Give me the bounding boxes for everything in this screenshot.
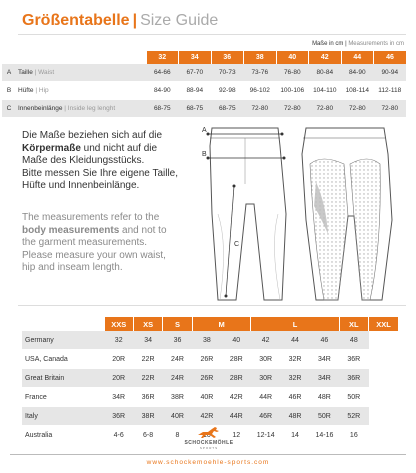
- side-leggings: [302, 128, 392, 300]
- size-cell: 20R: [104, 369, 133, 388]
- measurement-cell: 72-80: [309, 100, 342, 118]
- country-label: France: [22, 388, 104, 407]
- size-cell: 36R: [133, 388, 162, 407]
- measurement-cell: 68-75: [211, 100, 244, 118]
- instruction-line: The measurements refer to the: [22, 212, 160, 223]
- size-cell: 22R: [133, 369, 162, 388]
- size-cell: 40R: [192, 388, 221, 407]
- label-en: Waist: [38, 69, 55, 76]
- measurement-cell: 108-114: [341, 82, 374, 100]
- size-cell: 26R: [192, 350, 221, 369]
- country-label: Great Britain: [22, 369, 104, 388]
- size-cell: 32R: [280, 350, 309, 369]
- size-cell: 42: [251, 331, 280, 350]
- label-de: Taille: [18, 69, 33, 76]
- measurement-row-inside-leg: [2, 100, 406, 118]
- top-divider: [18, 34, 406, 35]
- title-de: Größentabelle: [22, 12, 130, 29]
- label-de: Innenbeinlänge: [18, 105, 63, 112]
- measurement-cell: 64-66: [146, 64, 179, 82]
- measurement-cell: 104-110: [309, 82, 342, 100]
- size-cell: 14-16: [310, 426, 339, 445]
- size-header: L: [251, 317, 339, 331]
- size-cell: 6-8: [133, 426, 162, 445]
- row-label: [16, 64, 146, 82]
- units-de: Maße in cm: [312, 41, 344, 47]
- instruction-text: and not to: [119, 224, 167, 236]
- size-cell: 48R: [280, 407, 309, 426]
- row-letter: A: [2, 64, 16, 82]
- instruction-line: hip and inseam length.: [22, 262, 123, 273]
- size-cell: 30R: [251, 350, 280, 369]
- size-cell: 12: [222, 426, 251, 445]
- measurement-cell: 73-76: [244, 64, 277, 82]
- size-cell: 46: [310, 331, 339, 350]
- conversion-row-great-britain: [22, 369, 398, 388]
- size-cell: 24R: [163, 369, 192, 388]
- label-separator: |: [35, 87, 38, 94]
- size-header: 42: [309, 51, 342, 64]
- measurement-row-hip: [2, 82, 406, 100]
- label-separator: |: [64, 105, 66, 112]
- size-cell: 36: [163, 331, 192, 350]
- header-spacer: [2, 51, 146, 64]
- measurement-cell: 76-80: [276, 64, 309, 82]
- instruction-line: the garment measurements.: [22, 237, 148, 248]
- front-leggings: [210, 128, 286, 300]
- size-cell: 14: [280, 426, 309, 445]
- brand-name: SCHOCKEMÖHLE: [184, 440, 234, 446]
- size-cell: 38R: [163, 388, 192, 407]
- size-cell: 36R: [104, 407, 133, 426]
- measurement-cell: 68-75: [146, 100, 179, 118]
- conversion-row-france: [22, 388, 398, 407]
- size-cell: 30R: [251, 369, 280, 388]
- conversion-row-italy: [22, 407, 398, 426]
- size-cell: 38: [192, 331, 221, 350]
- size-header: 36: [211, 51, 244, 64]
- size-cell: 48: [339, 331, 368, 350]
- size-cell: 48R: [310, 388, 339, 407]
- size-cell: 42R: [222, 388, 251, 407]
- measurement-cell: 72-80: [374, 100, 407, 118]
- row-letter: B: [2, 82, 16, 100]
- size-cell: 16: [339, 426, 368, 445]
- size-cell: 36R: [339, 369, 368, 388]
- units-separator: |: [345, 41, 347, 47]
- size-cell: 46R: [280, 388, 309, 407]
- units-en: Measurements in cm: [348, 41, 404, 47]
- size-header: XXL: [369, 317, 398, 331]
- size-cell: 22R: [133, 350, 162, 369]
- size-cell: 44R: [251, 388, 280, 407]
- row-label: [16, 82, 146, 100]
- brand-sub: SPORTS: [199, 446, 219, 450]
- marker-label-a: A: [202, 127, 207, 134]
- horse-icon: [196, 426, 222, 439]
- size-header: 46: [374, 51, 407, 64]
- leggings-drawing: [198, 124, 408, 304]
- label-en: Inside leg lenght: [67, 105, 116, 112]
- measurement-cell: 90-94: [374, 64, 407, 82]
- size-header: 40: [276, 51, 309, 64]
- instruction-line: Bitte messen Sie Ihre eigene Taille,: [22, 167, 179, 179]
- measurement-cell: 67-70: [179, 64, 212, 82]
- measurement-table: [2, 51, 406, 117]
- size-header: 32: [146, 51, 179, 64]
- size-header: M: [192, 317, 251, 331]
- header-spacer: [22, 317, 104, 331]
- instruction-text: und nicht auf die: [80, 142, 158, 154]
- measurement-cell: 92-98: [211, 82, 244, 100]
- label-de: Hüfte: [18, 87, 34, 94]
- instruction-emphasis: body measurements: [22, 224, 120, 236]
- measurement-cell: 88-94: [179, 82, 212, 100]
- measurement-cell: 80-84: [309, 64, 342, 82]
- size-cell: 4-6: [104, 426, 133, 445]
- size-cell: 52R: [339, 407, 368, 426]
- instruction-line: [22, 143, 192, 156]
- country-label: Australia: [22, 426, 104, 445]
- measurement-cell: 100-106: [276, 82, 309, 100]
- measurement-cell: 70-73: [211, 64, 244, 82]
- country-label: Germany: [22, 331, 104, 350]
- size-header: XL: [339, 317, 368, 331]
- size-cell: 42R: [192, 407, 221, 426]
- measurement-cell: 72-80: [244, 100, 277, 118]
- conversion-row-germany: [22, 331, 398, 350]
- website-link[interactable]: www.schockemoehle-sports.com: [146, 459, 270, 466]
- size-cell: 40R: [163, 407, 192, 426]
- size-header: 38: [244, 51, 277, 64]
- size-cell: 32: [104, 331, 133, 350]
- measurement-cell: 84-90: [146, 82, 179, 100]
- size-cell: 36R: [339, 350, 368, 369]
- size-cell: 50R: [310, 407, 339, 426]
- size-cell: 38R: [133, 407, 162, 426]
- measurement-cell: 96-102: [244, 82, 277, 100]
- size-header: 34: [179, 51, 212, 64]
- instruction-line: [22, 225, 192, 238]
- size-cell: 26R: [192, 369, 221, 388]
- size-cell: 12-14: [251, 426, 280, 445]
- size-cell: 44R: [222, 407, 251, 426]
- instruction-line: Maße des Kleidungsstücks.: [22, 155, 145, 166]
- size-header: XS: [133, 317, 162, 331]
- instruction-line: Please measure your own waist,: [22, 249, 166, 261]
- measurement-row-waist: [2, 64, 406, 82]
- size-cell: 24R: [163, 350, 192, 369]
- mid-divider: [18, 305, 406, 306]
- brand-logo: [176, 426, 242, 450]
- size-cell: 50R: [339, 388, 368, 407]
- conversion-row-usa-canada: [22, 350, 398, 369]
- size-header: 44: [341, 51, 374, 64]
- instruction-line: Hüfte und Innenbeinlänge.: [22, 180, 140, 191]
- size-cell: 46R: [251, 407, 280, 426]
- size-cell: 34R: [310, 369, 339, 388]
- instructions-en: [22, 212, 192, 275]
- instruction-line: Die Maße beziehen sich auf die: [22, 130, 163, 141]
- marker-label-c: C: [234, 241, 240, 248]
- size-header: S: [163, 317, 192, 331]
- units-note: [312, 41, 404, 47]
- size-cell: 28R: [222, 369, 251, 388]
- measurement-header-row: [2, 51, 406, 64]
- label-separator: |: [34, 69, 37, 76]
- title-en: Size Guide: [140, 12, 219, 29]
- measurement-cell: 72-80: [276, 100, 309, 118]
- instructions-de: [22, 130, 192, 193]
- size-cell: 8: [163, 426, 192, 445]
- row-label: [16, 100, 146, 118]
- size-cell: 40: [222, 331, 251, 350]
- measurement-cell: 68-75: [179, 100, 212, 118]
- measurement-cell: 84-90: [341, 64, 374, 82]
- size-header: XXS: [104, 317, 133, 331]
- size-cell: 32R: [280, 369, 309, 388]
- country-label: USA, Canada: [22, 350, 104, 369]
- country-label: Italy: [22, 407, 104, 426]
- size-cell: 20R: [104, 350, 133, 369]
- size-cell: 44: [280, 331, 309, 350]
- leggings-illustration: [198, 124, 408, 304]
- size-cell: 28R: [222, 350, 251, 369]
- row-letter: C: [2, 100, 16, 118]
- label-en: Hip: [38, 87, 49, 94]
- size-cell: 34: [133, 331, 162, 350]
- marker-label-b: B: [202, 151, 207, 158]
- footer-divider: [10, 454, 406, 455]
- size-cell: 34R: [310, 350, 339, 369]
- size-cell: 34R: [104, 388, 133, 407]
- page-title: [22, 12, 218, 30]
- measurement-cell: 112-118: [374, 82, 407, 100]
- conversion-header-row: [22, 317, 398, 331]
- instruction-emphasis: Körpermaße: [22, 142, 81, 154]
- measurement-cell: 72-80: [341, 100, 374, 118]
- title-separator: |: [132, 12, 138, 29]
